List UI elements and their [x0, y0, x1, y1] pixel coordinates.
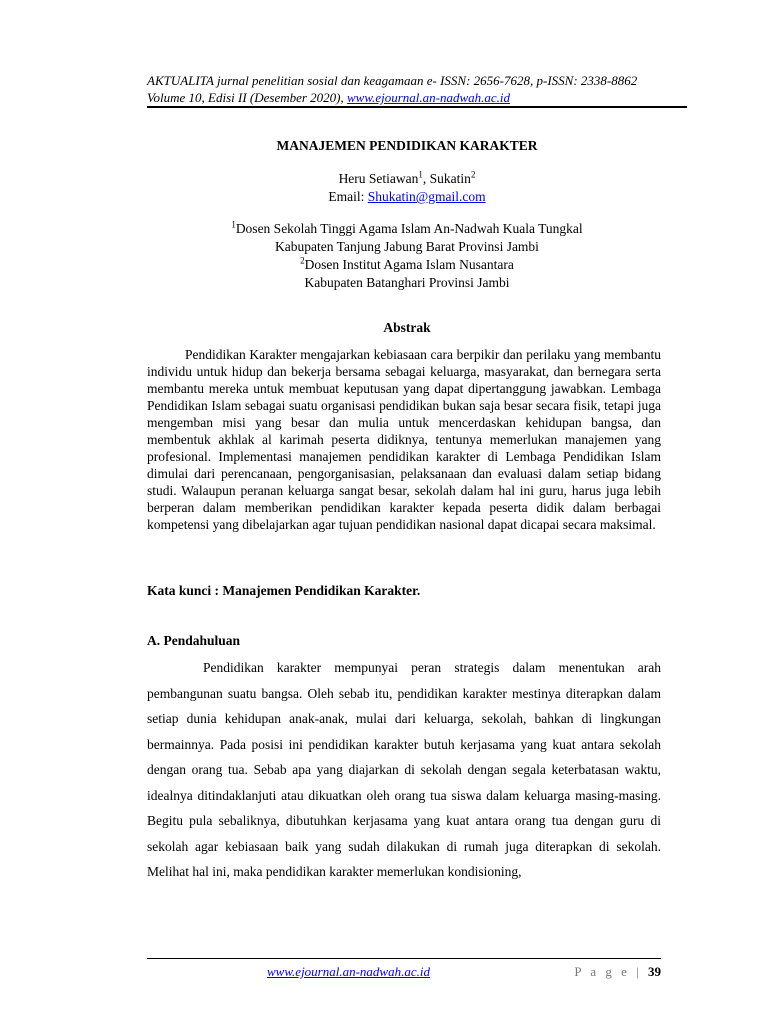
journal-volume-text: Volume 10, Edisi II (Desember 2020),: [147, 90, 348, 105]
header-rule: [147, 106, 687, 108]
page-label: P a g e: [574, 964, 630, 979]
authors-block: [147, 170, 667, 206]
author-separator: ,: [422, 171, 430, 186]
journal-header: [147, 72, 687, 106]
paper-title: MANAJEMEN PENDIDIKAN KARAKTER: [276, 138, 538, 153]
email-line: [147, 188, 667, 206]
author-1-sup: 1: [418, 169, 423, 180]
affiliation-1-text: Dosen Sekolah Tinggi Agama Islam An-Nadwah Kuala Tungkal: [235, 221, 583, 236]
affiliation-2: [147, 256, 667, 274]
footer-rule: [147, 958, 661, 959]
affiliation-2-region: Kabupaten Batanghari Provinsi Jambi: [304, 275, 510, 290]
affiliation-2-text: Dosen Institut Agama Islam Nusantara: [304, 257, 514, 272]
section-heading: A. Pendahuluan: [147, 633, 241, 648]
page-separator: |: [629, 964, 648, 979]
email-label: Email:: [328, 189, 368, 204]
page-number-block: [574, 964, 661, 980]
email-link[interactable]: Shukatin@gmail.com: [367, 189, 486, 204]
journal-header-line1: AKTUALITA jurnal penelitian sosial dan keagamaan e- ISSN: 2656-7628, p-ISSN: 2338-8862: [147, 73, 638, 88]
keywords-label: Kata kunci :: [147, 583, 223, 598]
affiliation-1-region: Kabupaten Tanjung Jabung Barat Provinsi Jambi: [275, 239, 539, 254]
author-2-sup: 2: [470, 169, 476, 180]
page-number: 39: [648, 964, 661, 979]
affiliation-1: [147, 220, 667, 238]
section-body-text: Pendidikan karakter mempunyai peran strategis dalam menentukan arah pembangunan suatu bangsa. Oleh sebab itu, pendidikan karakter mestinya diterapkan dalam setiap dunia kehidupan anak-anak, mulai dari keluarga, sekolah, bahkan di lingkungan bermainnya. Pada posisi ini pendidikan karakter butuh kerjasama yang kuat antara sekolah dengan orang tua. Sebab apa yang diajarkan di sekolah dengan segala keterbatasan waktu, idealnya ditindaklanjuti atau dikuatkan oleh orang tua siswa dalam keluarga masing-masing. Begitu pula sebaliknya, dibutuhkan kerjasama yang kuat antara orang tua dengan guru di sekolah agar kebiasaan baik yang sudah dilakukan di rumah juga diterapkan di sekolah. Melihat hal ini, maka pendidikan karakter memerlukan kondisioning,: [147, 660, 661, 879]
affiliation-2-sup: 2: [300, 255, 305, 266]
keywords-value: Manajemen Pendidikan Karakter.: [222, 583, 421, 598]
journal-header-line2: [147, 89, 687, 106]
journal-header-link[interactable]: www.ejournal.an-nadwah.ac.id: [347, 90, 510, 105]
author-1: Heru Setiawan: [338, 171, 419, 186]
author-line: [147, 170, 667, 188]
abstract-text: Pendidikan Karakter mengajarkan kebiasaan cara berpikir dan perilaku yang membantu individu untuk hidup dan bekerja bersama sebagai keluarga, masyarakat, dan bernegara serta membantu mereka untuk membuat keputusan yang dapat dipertanggung jawabkan. Lembaga Pendidikan Islam sebagai suatu organisasi pendidikan bukan saja besar secara fisik, tetapi juga mengemban misi yang besar dan mulia untuk mencerdaskan kehidupan bangsa, dan membentuk akhlak al karimah peserta didiknya, tentunya memerlukan manajemen yang profesional. Implementasi manajemen pendidikan karakter di Lembaga Pendidikan Islam dimulai dari perencanaan, pengorganisasian, pelaksanaan dan evaluasi dalam setiap bidang studi. Walaupun peranan keluarga sangat besar, sekolah dalam hal ini guru, harus juga lebih berperan dalam memberikan pendidikan karakter kepada peserta didik dalam berbagai kompetensi yang dibelajarkan agar tujuan pendidikan nasional dapat dicapai secara maksimal.: [147, 347, 661, 532]
affiliation-1-sup: 1: [231, 219, 236, 230]
affiliations-block: [147, 220, 667, 292]
keywords: [147, 583, 420, 599]
abstract-heading: Abstrak: [383, 320, 431, 335]
author-2: Sukatin: [429, 171, 471, 186]
footer-link[interactable]: www.ejournal.an-nadwah.ac.id: [267, 964, 430, 979]
